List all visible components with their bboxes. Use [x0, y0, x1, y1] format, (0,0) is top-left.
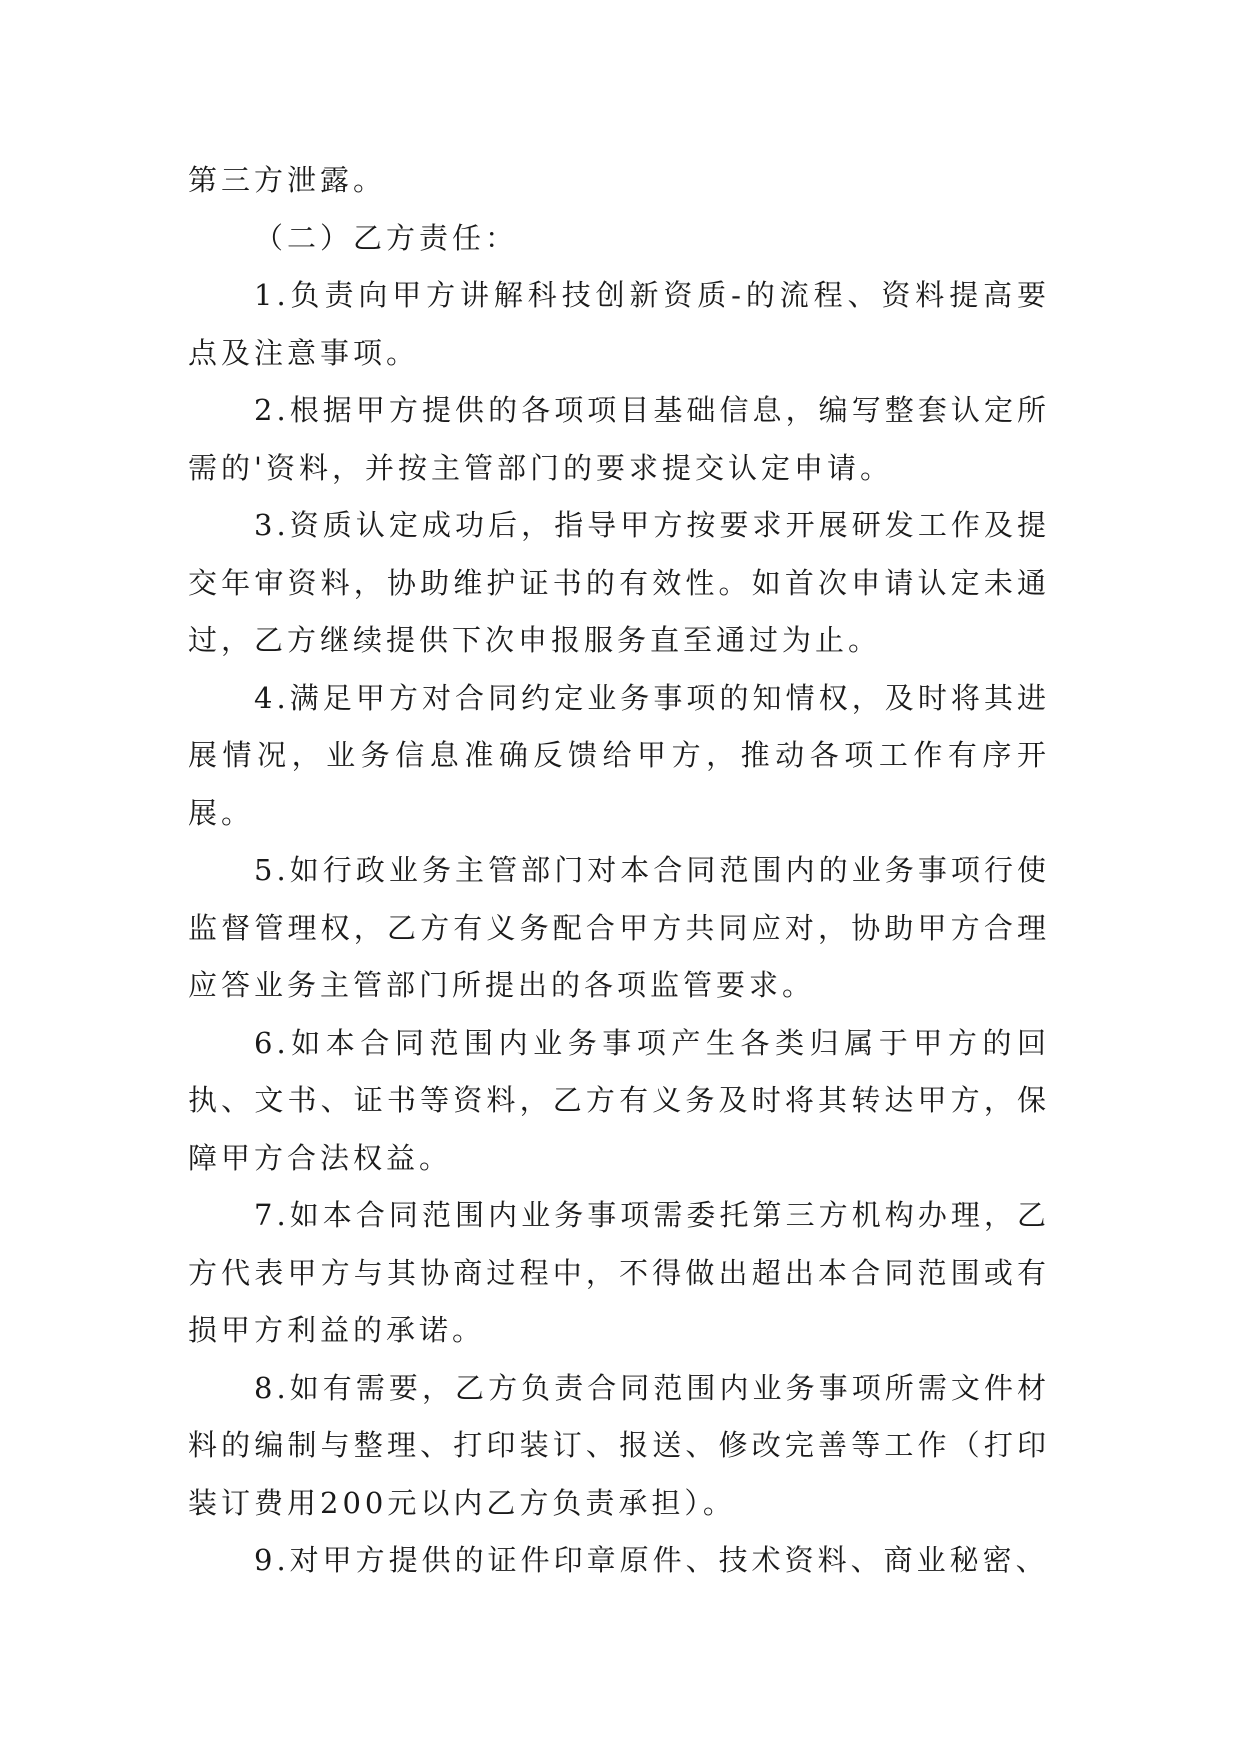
clause-6: 6.如本合同范围内业务事项产生各类归属于甲方的回执、文书、证书等资料，乙方有义务及时将其转达甲方，保障甲方合法权益。 [188, 1025, 1050, 1175]
document-body [188, 152, 1050, 1590]
clause-8: 8.如有需要，乙方负责合同范围内业务事项所需文件材料的编制与整理、打印装订、报送、修改完善等工作（打印装订费用200元以内乙方负责承担）。 [188, 1370, 1050, 1520]
clause-5: 5.如行政业务主管部门对本合同范围内的业务事项行使监督管理权，乙方有义务配合甲方共同应对，协助甲方合理应答业务主管部门所提出的各项监管要求。 [188, 853, 1050, 1002]
continued-paragraph: 第三方泄露。 [188, 163, 387, 197]
section-heading: （二）乙方责任： [254, 220, 519, 255]
clause-3: 3.资质认定成功后，指导甲方按要求开展研发工作及提交年审资料，协助维护证书的有效性。如首次申请认定未通过，乙方继续提供下次申报服务直至通过为止。 [188, 508, 1050, 657]
clause-9: 9.对甲方提供的证件印章原件、技术资料、商业秘密、 [254, 1543, 1049, 1577]
clause-2: 2.根据甲方提供的各项项目基础信息，编写整套认定所需的'资料，并按主管部门的要求提交认定申请。 [188, 393, 1050, 485]
clause-1: 1.负责向甲方讲解科技创新资质-的流程、资料提高要点及注意事项。 [188, 278, 1050, 370]
clause-7: 7.如本合同范围内业务事项需委托第三方机构办理，乙方代表甲方与其协商过程中，不得做出超出本合同范围或有损甲方利益的承诺。 [188, 1198, 1050, 1347]
clause-4: 4.满足甲方对合同约定业务事项的知情权，及时将其进展情况，业务信息准确反馈给甲方，推动各项工作有序开展。 [188, 680, 1050, 830]
